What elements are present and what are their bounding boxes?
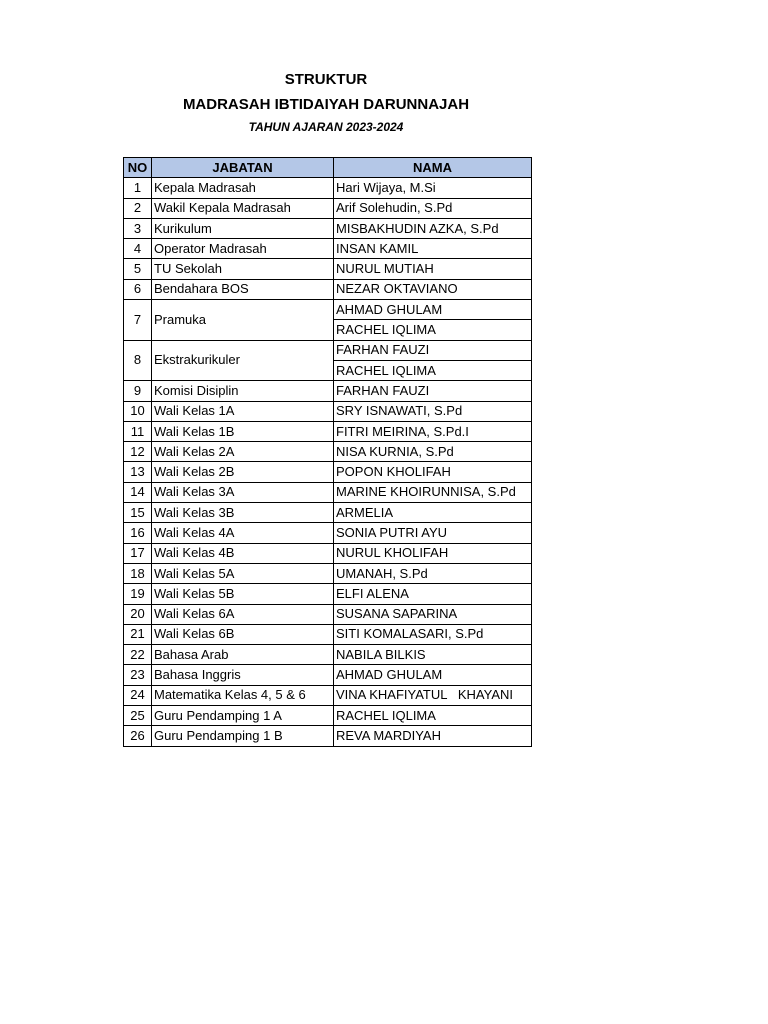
column-header-jabatan: JABATAN <box>152 158 334 178</box>
nama-cell: MARINE KHOIRUNNISA, S.Pd <box>334 482 532 502</box>
jabatan-cell: Guru Pendamping 1 A <box>152 706 334 726</box>
row-number: 7 <box>124 300 152 341</box>
table-row <box>124 604 532 624</box>
nama-cell: SUSANA SAPARINA <box>334 604 532 624</box>
row-number: 5 <box>124 259 152 279</box>
nama-cell: REVA MARDIYAH <box>334 726 532 746</box>
table-row <box>124 482 532 502</box>
table-row <box>124 726 532 746</box>
nama-cell: POPON KHOLIFAH <box>334 462 532 482</box>
nama-cell: NABILA BILKIS <box>334 645 532 665</box>
table-row <box>124 300 532 320</box>
row-number: 23 <box>124 665 152 685</box>
jabatan-cell: Guru Pendamping 1 B <box>152 726 334 746</box>
row-number: 3 <box>124 218 152 238</box>
academic-year: TAHUN AJARAN 2023-2024 <box>248 120 404 134</box>
row-number: 14 <box>124 482 152 502</box>
table-row <box>124 421 532 441</box>
nama-cell: RACHEL IQLIMA <box>334 706 532 726</box>
row-number: 8 <box>124 340 152 381</box>
row-number: 1 <box>124 178 152 198</box>
table-header-row <box>124 158 532 178</box>
row-number: 13 <box>124 462 152 482</box>
jabatan-cell: TU Sekolah <box>152 259 334 279</box>
nama-cell: FITRI MEIRINA, S.Pd.I <box>334 421 532 441</box>
table-body <box>124 178 532 746</box>
table-row <box>124 442 532 462</box>
nama-cell: RACHEL IQLIMA <box>334 320 532 340</box>
row-number: 6 <box>124 279 152 299</box>
nama-cell: SONIA PUTRI AYU <box>334 523 532 543</box>
jabatan-cell: Operator Madrasah <box>152 239 334 259</box>
table-row <box>124 462 532 482</box>
table-row <box>124 706 532 726</box>
nama-cell: VINA KHAFIYATUL KHAYANI <box>334 685 532 705</box>
jabatan-cell: Wali Kelas 2A <box>152 442 334 462</box>
table-row <box>124 381 532 401</box>
row-number: 2 <box>124 198 152 218</box>
table-row <box>124 340 532 360</box>
jabatan-cell: Matematika Kelas 4, 5 & 6 <box>152 685 334 705</box>
nama-cell: Hari Wijaya, M.Si <box>334 178 532 198</box>
nama-cell: MISBAKHUDIN AZKA, S.Pd <box>334 218 532 238</box>
row-number: 21 <box>124 624 152 644</box>
table-row <box>124 279 532 299</box>
nama-cell: RACHEL IQLIMA <box>334 360 532 380</box>
table-row <box>124 584 532 604</box>
nama-cell: UMANAH, S.Pd <box>334 563 532 583</box>
nama-cell: ELFI ALENA <box>334 584 532 604</box>
nama-cell: FARHAN FAUZI <box>334 340 532 360</box>
nama-cell: AHMAD GHULAM <box>334 665 532 685</box>
table-row <box>124 178 532 198</box>
school-name: MADRASAH IBTIDAIYAH DARUNNAJAH <box>182 96 470 113</box>
nama-cell: SITI KOMALASARI, S.Pd <box>334 624 532 644</box>
nama-cell: NURUL KHOLIFAH <box>334 543 532 563</box>
row-number: 17 <box>124 543 152 563</box>
row-number: 19 <box>124 584 152 604</box>
jabatan-cell: Wali Kelas 3B <box>152 503 334 523</box>
jabatan-cell: Bahasa Inggris <box>152 665 334 685</box>
row-number: 20 <box>124 604 152 624</box>
table-row <box>124 523 532 543</box>
jabatan-cell: Wali Kelas 2B <box>152 462 334 482</box>
row-number: 4 <box>124 239 152 259</box>
table-row <box>124 259 532 279</box>
column-header-no: NO <box>124 158 152 178</box>
jabatan-cell: Wali Kelas 1A <box>152 401 334 421</box>
row-number: 10 <box>124 401 152 421</box>
nama-cell: ARMELIA <box>334 503 532 523</box>
jabatan-cell: Wali Kelas 6A <box>152 604 334 624</box>
row-number: 16 <box>124 523 152 543</box>
jabatan-cell: Bendahara BOS <box>152 279 334 299</box>
table-row <box>124 218 532 238</box>
jabatan-cell: Ekstrakurikuler <box>152 340 334 381</box>
table-row <box>124 503 532 523</box>
nama-cell: Arif Solehudin, S.Pd <box>334 198 532 218</box>
jabatan-cell: Kurikulum <box>152 218 334 238</box>
table-row <box>124 563 532 583</box>
jabatan-cell: Wali Kelas 5A <box>152 563 334 583</box>
table-row <box>124 665 532 685</box>
jabatan-cell: Pramuka <box>152 300 334 341</box>
table-row <box>124 543 532 563</box>
row-number: 18 <box>124 563 152 583</box>
nama-cell: FARHAN FAUZI <box>334 381 532 401</box>
row-number: 15 <box>124 503 152 523</box>
table-row <box>124 239 532 259</box>
document-title: STRUKTUR <box>284 71 368 88</box>
jabatan-cell: Wali Kelas 4B <box>152 543 334 563</box>
table-row <box>124 624 532 644</box>
table-row <box>124 198 532 218</box>
jabatan-cell: Wali Kelas 1B <box>152 421 334 441</box>
row-number: 26 <box>124 726 152 746</box>
nama-cell: INSAN KAMIL <box>334 239 532 259</box>
nama-cell: AHMAD GHULAM <box>334 300 532 320</box>
row-number: 24 <box>124 685 152 705</box>
nama-cell: NURUL MUTIAH <box>334 259 532 279</box>
row-number: 22 <box>124 645 152 665</box>
nama-cell: NEZAR OKTAVIANO <box>334 279 532 299</box>
jabatan-cell: Komisi Disiplin <box>152 381 334 401</box>
jabatan-cell: Wali Kelas 6B <box>152 624 334 644</box>
jabatan-cell: Bahasa Arab <box>152 645 334 665</box>
nama-cell: SRY ISNAWATI, S.Pd <box>334 401 532 421</box>
row-number: 12 <box>124 442 152 462</box>
row-number: 11 <box>124 421 152 441</box>
jabatan-cell: Wali Kelas 3A <box>152 482 334 502</box>
row-number: 25 <box>124 706 152 726</box>
column-header-nama: NAMA <box>334 158 532 178</box>
jabatan-cell: Wali Kelas 4A <box>152 523 334 543</box>
table-row <box>124 685 532 705</box>
row-number: 9 <box>124 381 152 401</box>
jabatan-cell: Wali Kelas 5B <box>152 584 334 604</box>
jabatan-cell: Wakil Kepala Madrasah <box>152 198 334 218</box>
table-row <box>124 401 532 421</box>
table-row <box>124 645 532 665</box>
structure-table <box>123 157 532 747</box>
nama-cell: NISA KURNIA, S.Pd <box>334 442 532 462</box>
jabatan-cell: Kepala Madrasah <box>152 178 334 198</box>
